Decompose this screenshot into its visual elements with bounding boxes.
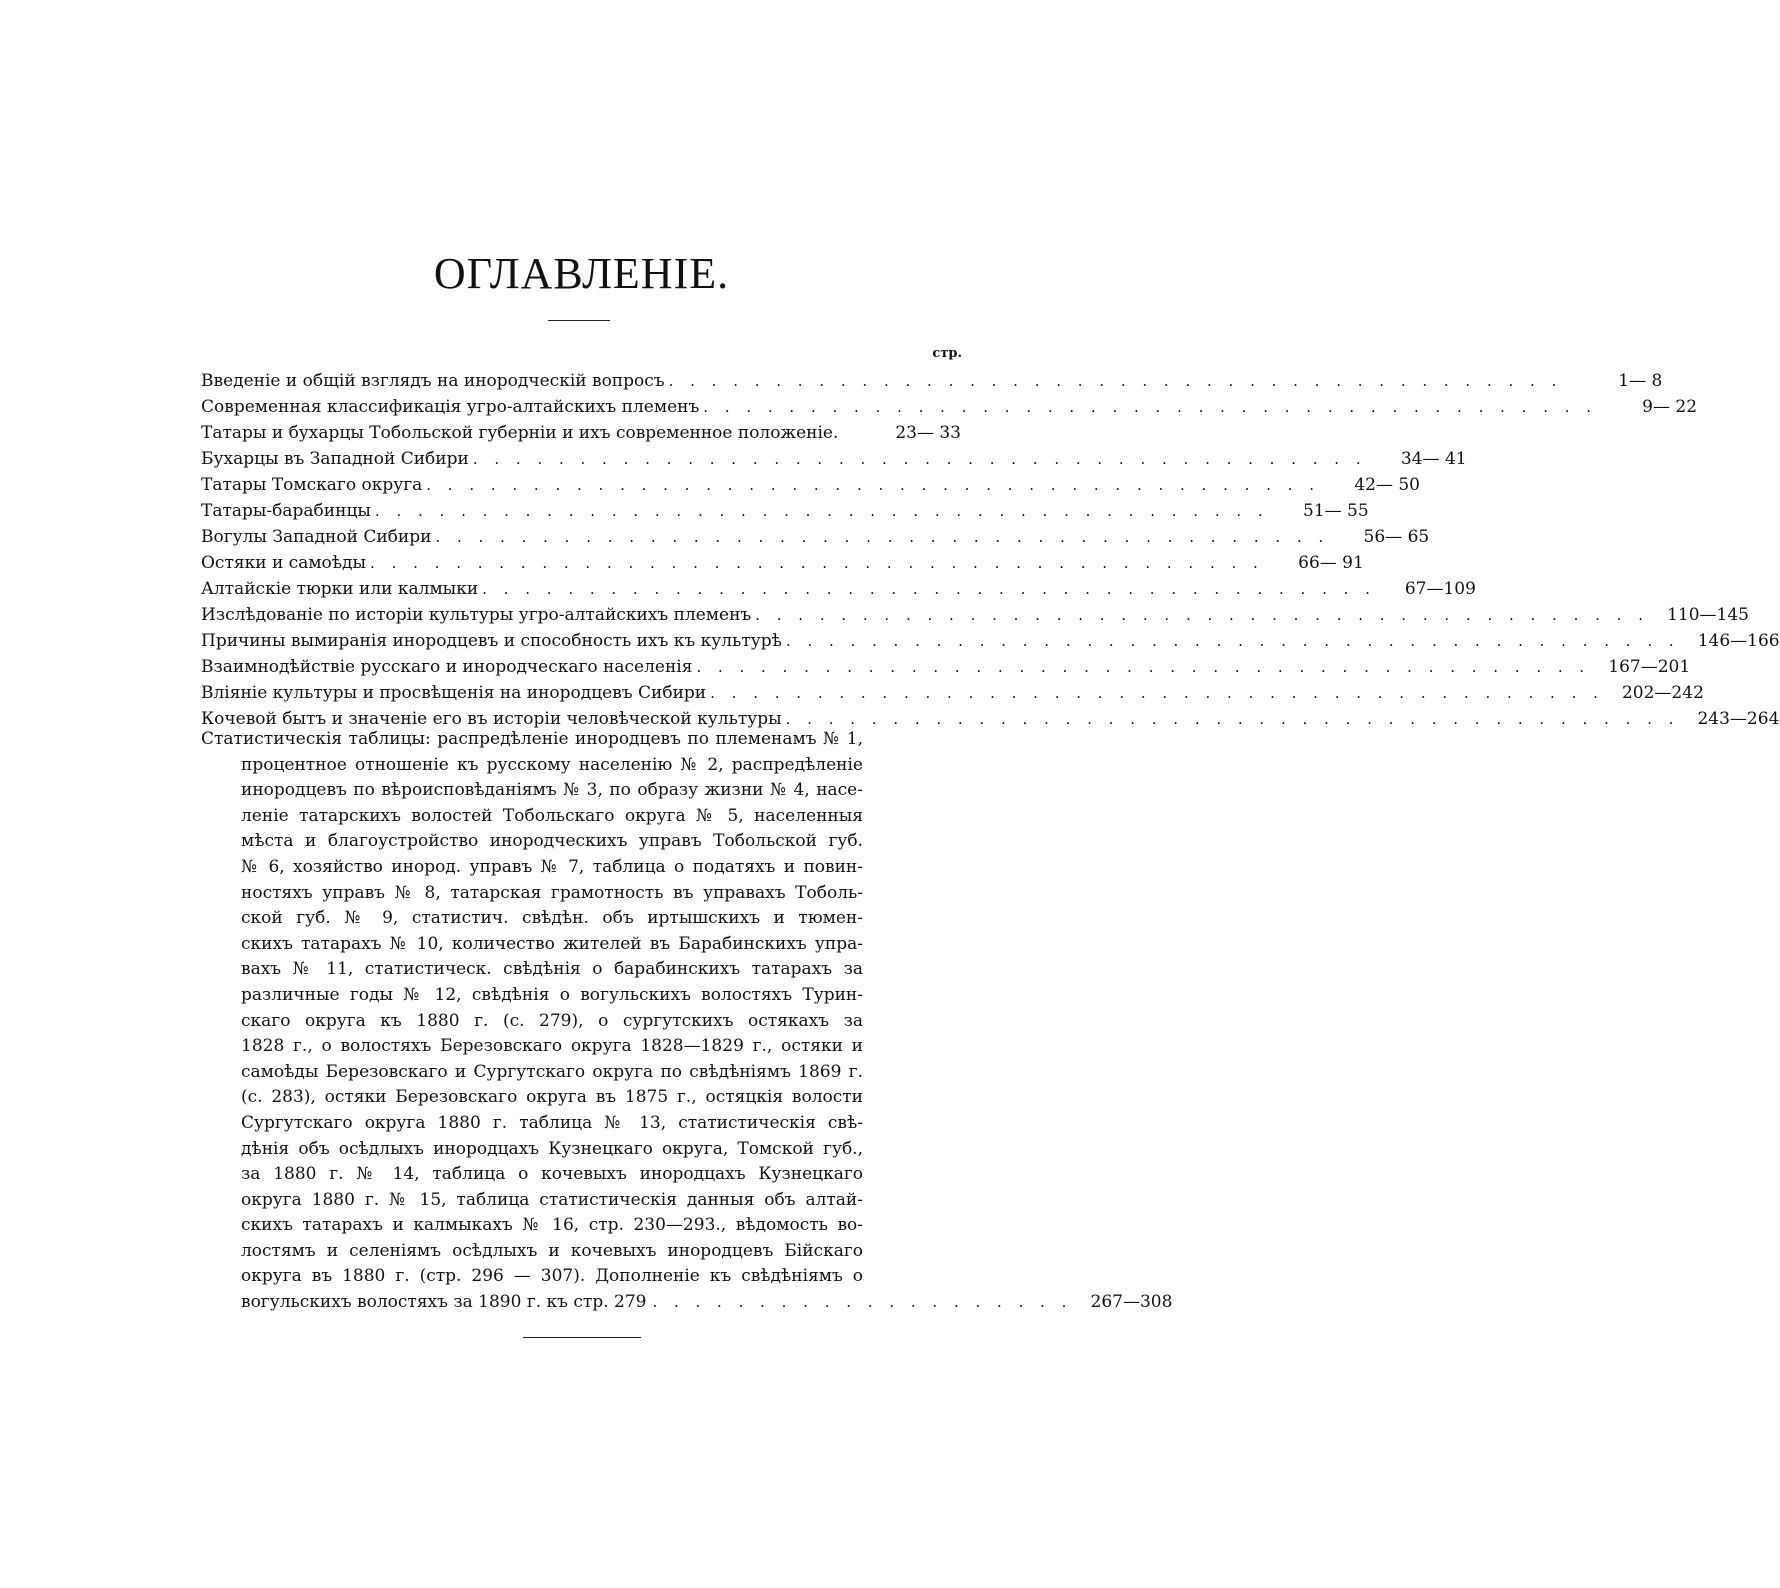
- stat-entry-text: вахъ № 11, статистическ. свѣдѣнія о барабинскихъ татарахъ за: [241, 959, 863, 980]
- dot-leader: . . . . . . . . . . . . . . . . . . . . . . . . . . . . . . . . . . . . . . . . . .: [785, 710, 1680, 728]
- toc-entry-title: Вогулы Западной Сибири: [201, 527, 432, 547]
- toc-entry-pages: 167—201: [1608, 657, 1691, 677]
- toc-entry-title: Кочевой бытъ и значеніе его въ исторіи человѣческой культуры: [201, 709, 782, 729]
- toc-entry-title: Взаимнодѣйствіе русскаго и инородческаго населенія: [201, 657, 693, 677]
- stat-entry-text: ностяхъ управъ № 8, татарская грамотность въ управахъ Тоболь-: [241, 882, 863, 903]
- toc-entry: [201, 498, 1369, 524]
- stat-entry-line: [201, 727, 961, 753]
- stat-entry-text: вогульскихъ волостяхъ за 1890 г. къ стр. 279: [241, 1292, 647, 1313]
- stat-entry-line: [201, 1290, 1173, 1316]
- dot-leader: . . . . . . . . . . . . . . . . . . . . . . . . . . . . . . . . . . . . . . . . . .: [472, 450, 1367, 468]
- toc-entry: [201, 472, 1420, 498]
- dot-leader: . . . . . . . . . . . . . . . . . . . .: [652, 1293, 1073, 1312]
- toc-entry: [201, 394, 1698, 420]
- toc-entry-title: Остяки и самоѣды: [201, 553, 367, 573]
- statistical-tables-entry: [201, 727, 1173, 1316]
- stat-entry-line: [201, 1188, 961, 1214]
- stat-entry-pages: 267—308: [1090, 1292, 1173, 1313]
- stat-entry-line: [201, 906, 961, 932]
- stat-entry-line: [201, 1264, 961, 1290]
- stat-entry-line: [201, 1085, 961, 1111]
- toc-entry-title: Введеніе и общій взглядъ на инородческій вопросъ: [201, 371, 665, 391]
- pages-column-header: стр.: [932, 346, 962, 361]
- toc-entry-pages: 146—166: [1697, 631, 1780, 651]
- toc-entry: [201, 654, 1691, 680]
- toc-entry: [201, 420, 961, 446]
- stat-entry-line: [201, 753, 961, 779]
- dot-leader: . . . . . . . . . . . . . . . . . . . . . . . . . . . . . . . . . . . . . . . . . .: [370, 554, 1264, 572]
- bottom-divider: [523, 1337, 641, 1338]
- stat-entry-text: различные годы № 12, свѣдѣнія о вогульскихъ волостяхъ Турин-: [241, 984, 863, 1005]
- stat-entry-text: округа 1880 г. № 15, таблица статистическія данныя объ алтай-: [241, 1189, 863, 1210]
- stat-entry-line: [201, 881, 961, 907]
- stat-entry-text: процентное отношеніе къ русскому населенію № 2, распредѣленіе: [241, 754, 863, 775]
- stat-entry-text: (с. 283), остяки Березовскаго округа въ 1875 г., остяцкія волости: [241, 1087, 863, 1108]
- stat-entry-text: леніе татарскихъ волостей Тобольскаго округа № 5, населенныя: [241, 805, 863, 826]
- stat-entry-text: инородцевъ по вѣроисповѣданіямъ № 3, по образу жизни № 4, насе-: [241, 780, 863, 801]
- dot-leader: . . . . . . . . . . . . . . . . . . . . . . . . . . . . . . . . . . . . . . . . . .: [426, 476, 1320, 494]
- stat-entry-line: [201, 932, 961, 958]
- stat-entry-text: дѣнія объ осѣдлыхъ инородцахъ Кузнецкаго округа, Томской губ.,: [241, 1138, 863, 1159]
- stat-entry-line: [201, 1009, 961, 1035]
- toc-entry-pages: 56— 65: [1363, 527, 1430, 547]
- toc-entry-pages: 42— 50: [1354, 475, 1420, 495]
- toc-entry-pages: 66— 91: [1298, 553, 1364, 573]
- stat-entry-line: [201, 1213, 961, 1239]
- stat-entry-text: скаго округа къ 1880 г. (с. 279), о сургутскихъ остякахъ за: [241, 1010, 863, 1031]
- toc-entry: [201, 576, 1476, 602]
- dot-leader: . . . . . . . . . . . . . . . . . . . . . . . . . . . . . . . . . . . . . . . . . .: [482, 580, 1376, 598]
- toc-entry-pages: 110—145: [1667, 605, 1749, 625]
- stat-entry-line: [201, 957, 961, 983]
- toc-entry-title: Татары-барабинцы: [201, 501, 371, 521]
- stat-entry-text: 1828 г., о волостяхъ Березовскаго округа 1828—1829 г., остяки и: [241, 1036, 863, 1057]
- toc-entry-title: Татары и бухарцы Тобольской губерніи и ихъ современное положеніе.: [201, 423, 839, 443]
- dot-leader: . . . . . . . . . . . . . . . . . . . . . . . . . . . . . . . . . . . . . . . . . .: [696, 658, 1591, 676]
- stat-entry-line: [201, 1034, 961, 1060]
- dot-leader: . . . . . . . . . . . . . . . . . . . . . . . . . . . . . . . . . . . . . . . . . .: [374, 502, 1269, 520]
- stat-entry-text: округа въ 1880 г. (стр. 296 — 307). Дополненіе къ свѣдѣніямъ о: [241, 1266, 863, 1287]
- toc-entry: [201, 550, 1364, 576]
- toc-entry-pages: 51— 55: [1303, 501, 1369, 521]
- dot-leader: . . . . . . . . . . . . . . . . . . . . . . . . . . . . . . . . . . . . . . . . . .: [785, 632, 1680, 650]
- toc-entry-pages: 67—109: [1404, 579, 1476, 599]
- stat-entry-line: [201, 1162, 961, 1188]
- stat-entry-line: [201, 804, 961, 830]
- toc-entry-pages: 9— 22: [1642, 397, 1698, 417]
- toc-entry: [201, 628, 1780, 654]
- toc-entry-title: Алтайскіе тюрки или калмыки: [201, 579, 479, 599]
- toc-entry-title: Современная классификація угро-алтайскихъ племенъ: [201, 397, 700, 417]
- table-of-contents: [201, 368, 1780, 732]
- stat-entry-text: лостямъ и селеніямъ осѣдлыхъ и кочевыхъ инородцевъ Бійскаго: [241, 1240, 863, 1261]
- toc-entry-pages: 23— 33: [895, 423, 961, 443]
- toc-entry: [201, 524, 1430, 550]
- stat-entry-text: Статистическія таблицы: распредѣленіе инородцевъ по племенамъ № 1,: [201, 729, 863, 749]
- toc-entry-pages: 202—242: [1621, 683, 1704, 703]
- stat-entry-text: за 1880 г. № 14, таблица о кочевыхъ инородцахъ Кузнецкаго: [241, 1164, 863, 1185]
- toc-entry: [201, 602, 1749, 628]
- stat-entry-line: [201, 778, 961, 804]
- dot-leader: . . . . . . . . . . . . . . . . . . . . . . . . . . . . . . . . . . . . . . . . . .: [710, 684, 1604, 702]
- stat-entry-line: [201, 1060, 961, 1086]
- dot-leader: . . . . . . . . . . . . . . . . . . . . . . . . . . . . . . . . . . . . . . . . . .: [703, 398, 1598, 416]
- toc-entry-pages: 243—264: [1697, 709, 1780, 729]
- stat-entry-text: самоѣды Березовскаго и Сургутскаго округа по свѣдѣніямъ 1869 г.: [241, 1061, 863, 1082]
- toc-entry-title: Вліяніе культуры и просвѣщенія на инородцевъ Сибири: [201, 683, 707, 703]
- toc-entry-title: Бухарцы въ Западной Сибири: [201, 449, 469, 469]
- stat-entry-line: [201, 855, 961, 881]
- toc-entry: [201, 368, 1663, 394]
- toc-entry: [201, 680, 1704, 706]
- toc-entry: [201, 446, 1467, 472]
- stat-entry-text: № 6, хозяйство инород. управъ № 7, таблица о податяхъ и повин-: [241, 856, 863, 877]
- dot-leader: . . . . . . . . . . . . . . . . . . . . . . . . . . . . . . . . . . . . . . . . . .: [435, 528, 1330, 546]
- stat-entry-line: [201, 1137, 961, 1163]
- stat-entry-line: [201, 983, 961, 1009]
- title-divider: [548, 320, 610, 321]
- toc-entry-title: Изслѣдованіе по исторіи культуры угро-алтайскихъ племенъ: [201, 605, 752, 625]
- stat-entry-line: [201, 1239, 961, 1265]
- stat-entry-line: [201, 1111, 961, 1137]
- toc-entry-pages: 34— 41: [1400, 449, 1467, 469]
- stat-entry-text: скихъ татарахъ и калмыкахъ № 16, стр. 230—293., вѣдомость во-: [241, 1215, 863, 1236]
- stat-entry-text: Сургутскаго округа 1880 г. таблица № 13, статистическія свѣ-: [241, 1112, 863, 1133]
- dot-leader: . . . . . . . . . . . . . . . . . . . . . . . . . . . . . . . . . . . . . . . . . .: [755, 606, 1649, 624]
- toc-entry-title: Татары Томскаго округа: [201, 475, 423, 495]
- stat-entry-line: [201, 829, 961, 855]
- page-title: ОГЛАВЛЕНІЕ.: [433, 249, 730, 298]
- stat-entry-text: скихъ татарахъ № 10, количество жителей въ Барабинскихъ упра-: [241, 933, 863, 954]
- toc-entry-pages: 1— 8: [1618, 371, 1663, 391]
- toc-entry-title: Причины вымиранія инородцевъ и способность ихъ къ культурѣ: [201, 631, 782, 651]
- dot-leader: . . . . . . . . . . . . . . . . . . . . . . . . . . . . . . . . . . . . . . . . . .: [668, 372, 1563, 390]
- stat-entry-text: ской губ. № 9, статистич. свѣдѣн. объ иртышскихъ и тюмен-: [241, 908, 863, 929]
- stat-entry-text: мѣста и благоустройство инородческихъ управъ Тобольской губ.: [241, 831, 863, 852]
